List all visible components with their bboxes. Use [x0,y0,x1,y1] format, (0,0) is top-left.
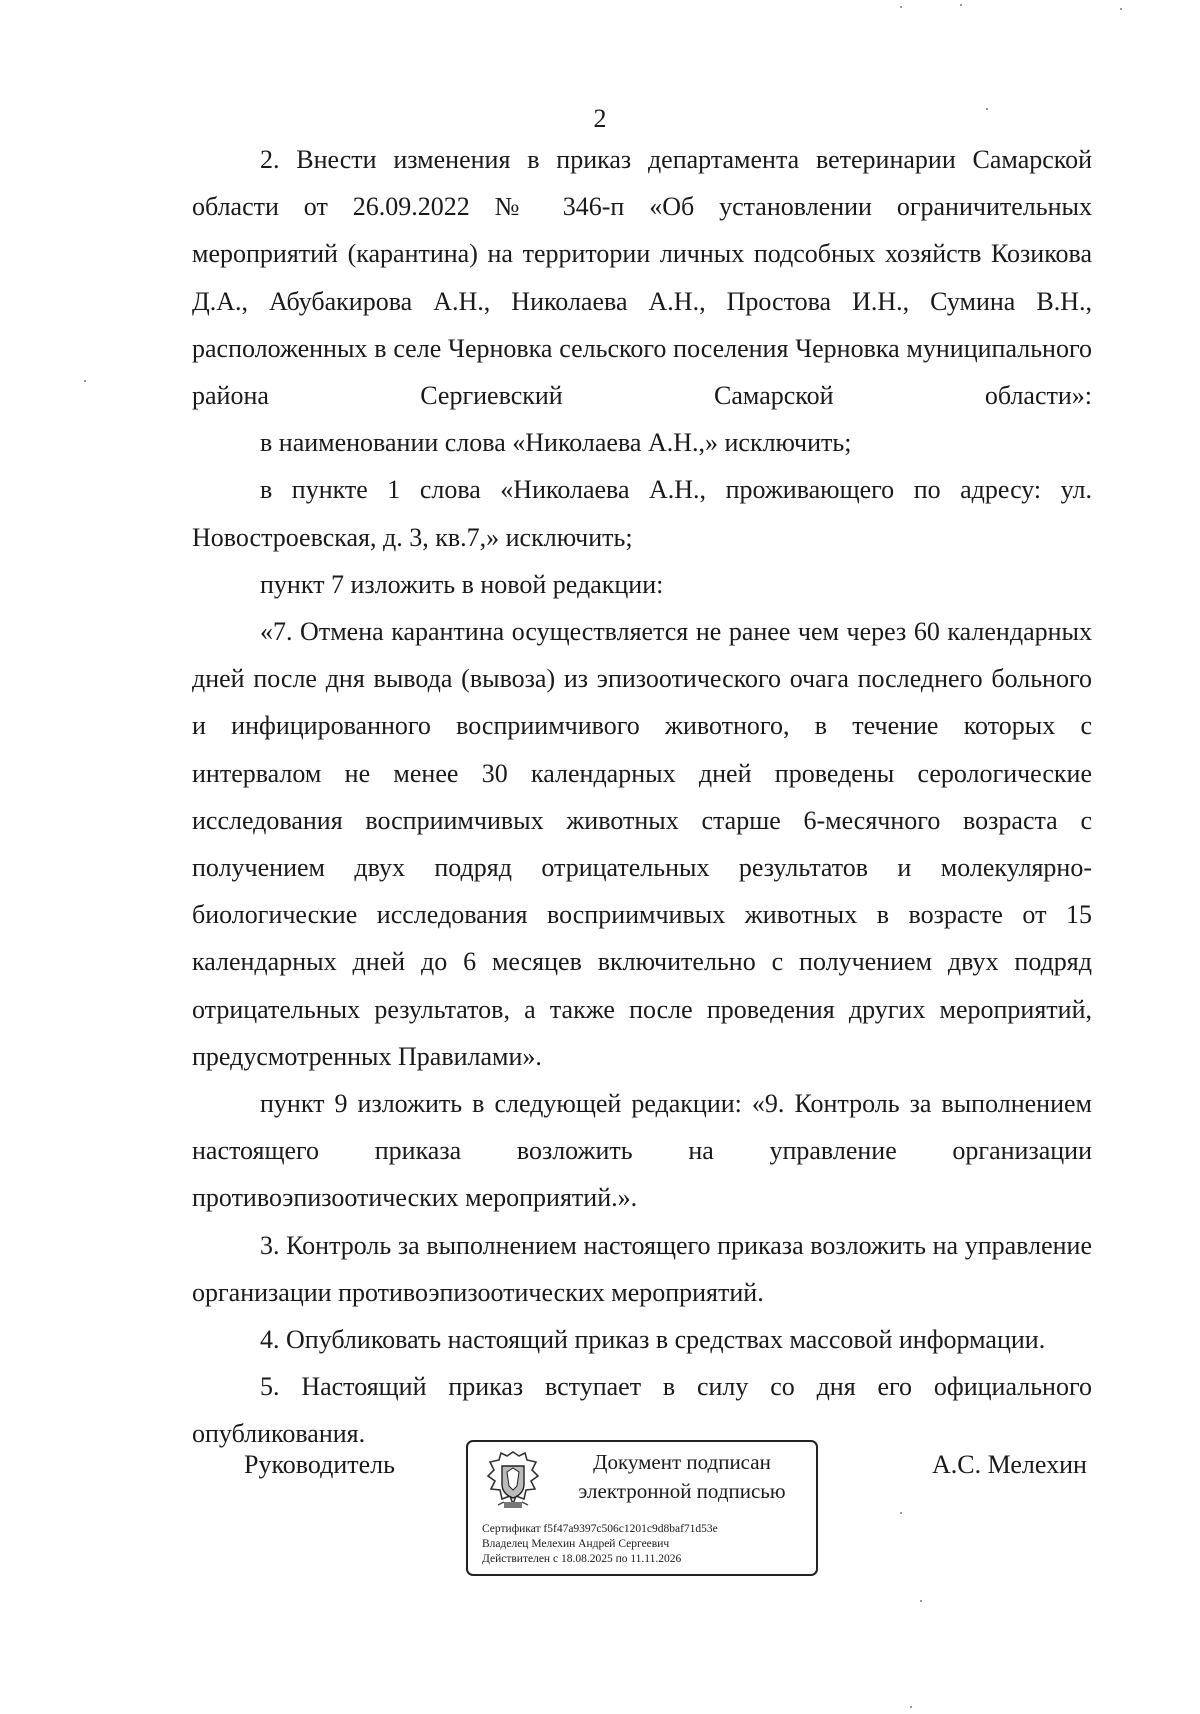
paragraph-effective: 5. Настоящий приказ вступает в силу со дня его официального опубликования. [192,1372,1092,1449]
electronic-signature-stamp [466,1440,818,1576]
stamp-certificate: Сертификат f5f47a9397c506c1201c9d8baf71d53e [482,1523,718,1535]
document-body [192,136,1092,1458]
stamp-validity: Действителен с 18.08.2025 по 11.11.2026 [482,1553,682,1565]
scan-speck [910,1706,912,1708]
scan-speck [900,6,902,8]
paragraph-amendment-intro: 2. Внести изменения в приказ департамента ветеринарии Самарской области от 26.09.2022 № 346-п «Об установлении ограничительных мероприятий (карантина) на территории личных подсобных хозяйств Козикова Д.А., Абубакирова А.Н., Николаева А.Н., Простова И.Н., Сумина В.Н., расположенных в селе Черновка сельского поселения Черновка муниципального района Сергиевский Самарской области»: [192,145,1092,411]
page-number: 2 [593,104,607,133]
paragraph-item-9-change: пункт 9 изложить в следующей редакции: «9. Контроль за выполнением настоящего приказа возложить на управление организации противоэпизоотических мероприятий.». [192,1089,1092,1213]
paragraph-item-1-change: в пункте 1 слова «Николаева А.Н., проживающего по адресу: ул. Новостроевская, д. 3, кв.7,» исключить; [192,475,1092,552]
signature-block [0,1440,1200,1580]
scan-speck [986,108,988,110]
paragraph-title-change: в наименовании слова «Николаева А.Н.,» исключить; [260,428,852,458]
stamp-title-line2: электронной подписью [578,1479,786,1503]
scan-speck [960,4,962,6]
scan-speck [84,380,86,382]
scan-speck [1120,8,1122,10]
samara-coat-of-arms-icon [484,1450,542,1514]
paragraph-publish: 4. Опубликовать настоящий приказ в средствах массовой информации. [260,1325,1046,1355]
scan-speck [900,1512,902,1514]
paragraph-control: 3. Контроль за выполнением настоящего приказа возложить на управление организации противоэпизоотических мероприятий. [192,1230,1092,1307]
scan-speck [920,1600,922,1602]
stamp-title-line1: Документ подписан [593,1450,771,1474]
paragraph-item-7-intro: пункт 7 изложить в новой редакции: [260,569,664,599]
signatory-position: Руководитель [244,1450,395,1479]
stamp-owner: Владелец Мелехин Андрей Сергеевич [482,1538,670,1550]
paragraph-item-7-text: «7. Отмена карантина осуществляется не ранее чем через 60 календарных дней после дня вывода (вывоза) из эпизоотического очага последнего больного и инфицированного восприимчивого животного, в течение которых с интервалом не менее 30 календарных дней проведены серологические исследования восприимчивых животных старше 6-месячного возраста с получением двух подряд отрицательных результатов и молекулярно-биологические исследования восприимчивых животных в возрасте от 15 календарных дней до 6 месяцев включительно с получением двух подряд отрицательных результатов, а также после проведения других мероприятий, предусмотренных Правилами». [192,617,1092,1071]
signatory-name: А.С. Мелехин [932,1450,1087,1479]
